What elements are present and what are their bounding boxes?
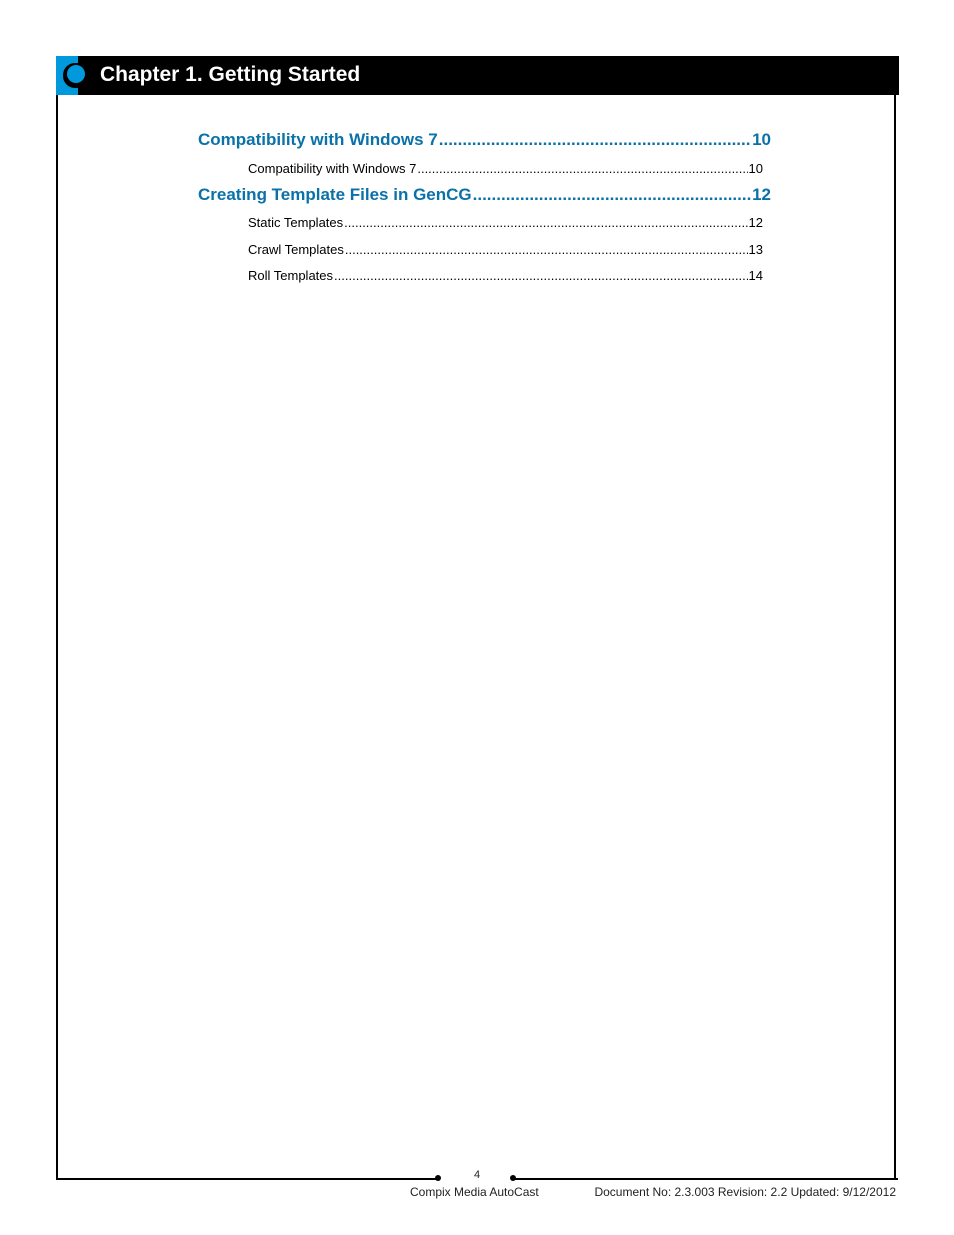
toc-entry-page: 10 (748, 161, 763, 176)
footer-rule-left (56, 1178, 438, 1180)
toc-entry-title: Roll Templates (248, 268, 334, 283)
toc-entry-page: 13 (748, 242, 763, 257)
footer-rule-end-dot (435, 1175, 441, 1181)
toc-leader-dots (417, 161, 747, 176)
toc-entry-compatibility[interactable] (198, 130, 771, 150)
toc-entry-title: Crawl Templates (248, 242, 344, 257)
toc-subentry-static-templates[interactable] (248, 215, 763, 230)
toc-entry-title: Compatibility with Windows 7 (248, 161, 417, 176)
chapter-title: Chapter 1. Getting Started (100, 63, 361, 86)
toc-leader-dots (334, 268, 748, 283)
toc-entry-title: Creating Template Files in GenCG (198, 185, 472, 204)
footer-rule-right (513, 1178, 898, 1180)
toc-entry-title: Static Templates (248, 215, 344, 230)
toc-leader-dots (344, 215, 747, 230)
page-number: 4 (473, 1169, 481, 1181)
toc-subentry-compatibility[interactable] (248, 161, 763, 176)
toc-entry-title: Compatibility with Windows 7 (198, 130, 438, 149)
toc-leader-dots (473, 185, 751, 205)
footer-document-info: Document No: 2.3.003 Revision: 2.2 Updated: 9/12/2012 (594, 1185, 896, 1199)
toc-leader-dots (345, 242, 748, 257)
toc-subentry-crawl-templates[interactable] (248, 242, 763, 257)
footer-product-name: Compix Media AutoCast (410, 1185, 539, 1199)
toc-entry-page: 12 (752, 185, 771, 204)
toc-subentry-roll-templates[interactable] (248, 268, 763, 283)
toc-entry-page: 12 (748, 215, 763, 230)
toc-entry-page: 14 (748, 268, 763, 283)
toc-entry-page: 10 (752, 130, 771, 149)
toc-leader-dots (439, 130, 751, 150)
toc-entry-creating-templates[interactable] (198, 185, 771, 205)
chapter-bullet-icon (67, 65, 85, 83)
